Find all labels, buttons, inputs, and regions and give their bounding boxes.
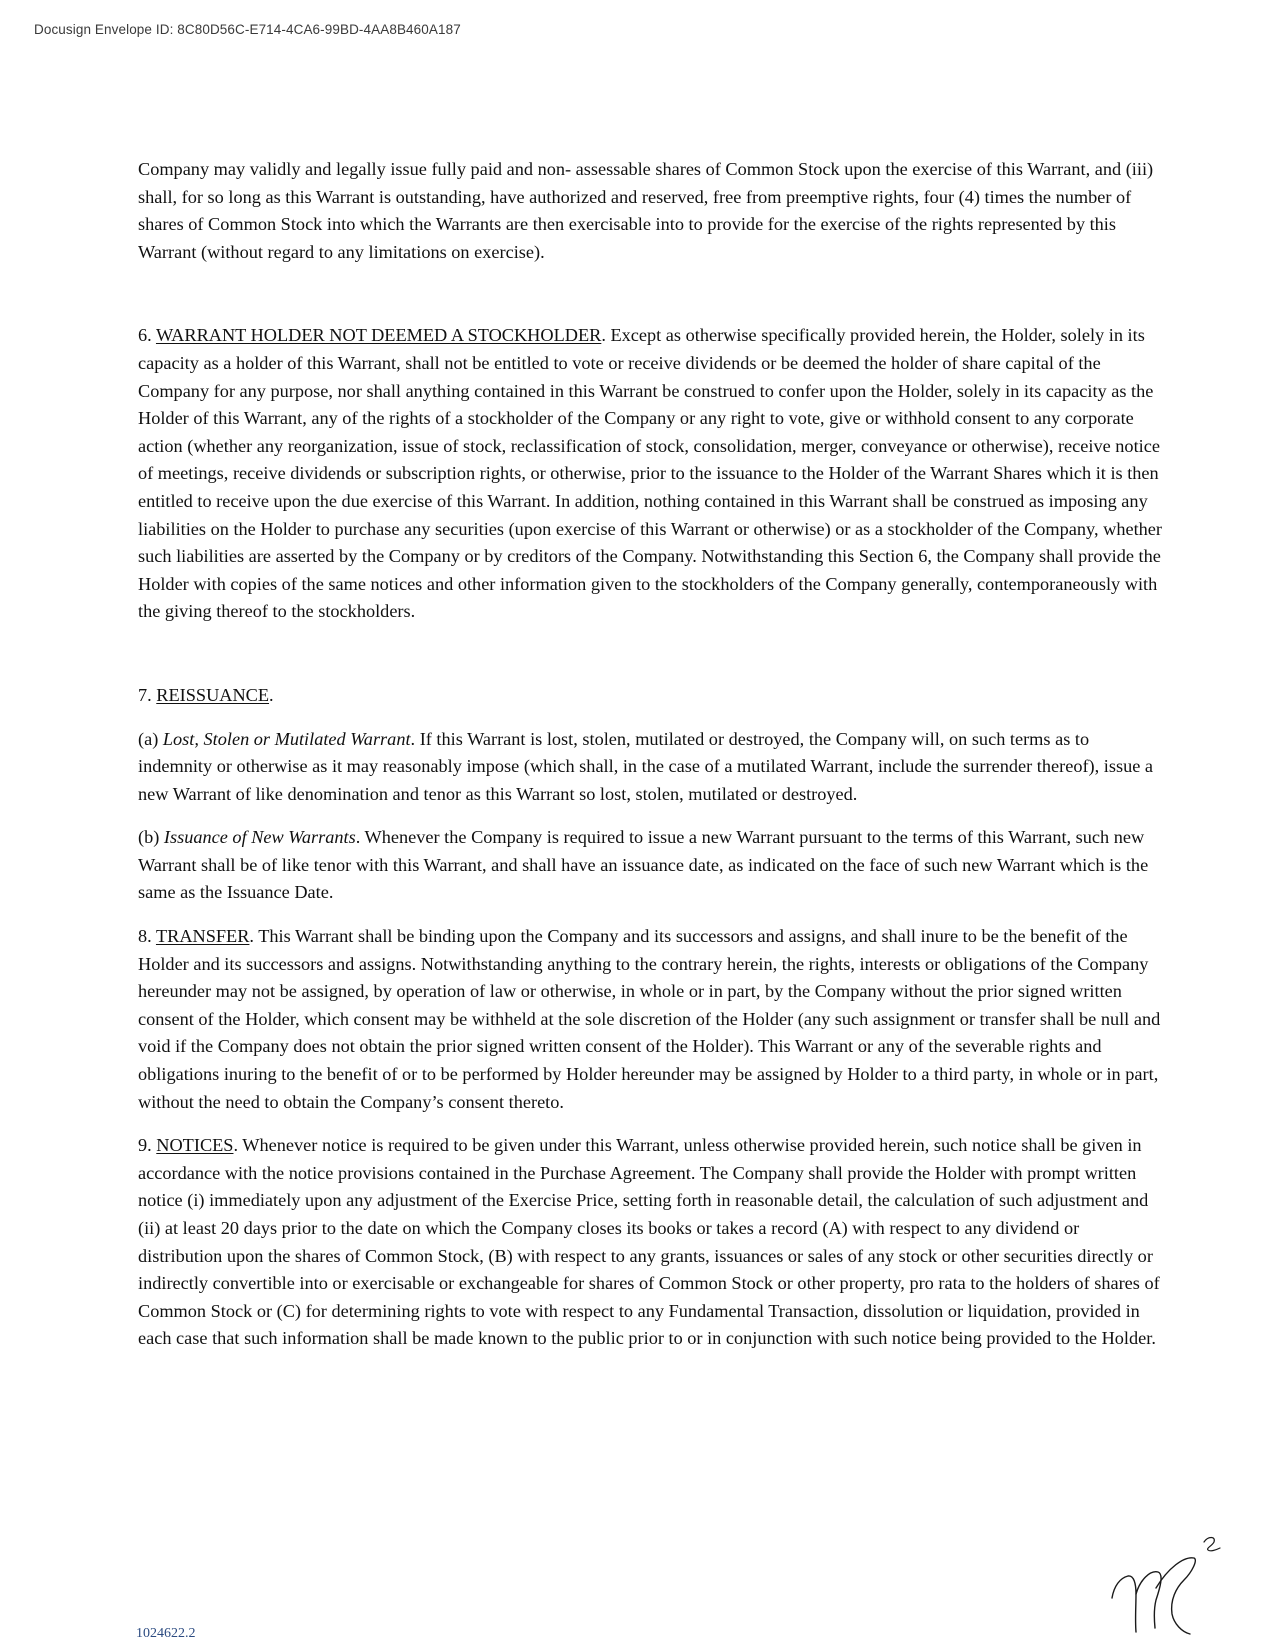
section-7b-number: (b) — [138, 827, 164, 848]
section-9 — [138, 1132, 1162, 1353]
section-7a-title: Lost, Stolen or Mutilated Warrant — [162, 728, 411, 749]
signature-stroke-2 — [1136, 1572, 1161, 1628]
signature-stroke-3 — [1156, 1558, 1195, 1634]
paragraph-continuation: Company may validly and legally issue fully paid and non- assessable shares of Common Stock upon the exercise of this Warrant, and (iii) shall, for so long as this Warrant is outstanding, have authorized and reserved, free from preemptive rights, four (4) times the number of shares of Common Stock into which the Warrants are then exercisable into to provide for the exercise of the rights represented by this Warrant (without regard to any limitations on exercise). — [138, 159, 1154, 262]
section-7b — [138, 824, 1162, 907]
document-number-footer: 1024622.2 — [136, 1626, 196, 1641]
signature-mark — [1204, 1538, 1220, 1551]
signature-stroke-1 — [1112, 1576, 1136, 1632]
section-7a-body: . If this Warrant is lost, stolen, mutilated or destroyed, the Company will, on such terms as to indemnity or otherwise as it may reasonably impose (which shall, in the case of a mutilated Warrant, include the surrender thereof), issue a new Warrant of like denomination and tenor as this Warrant so lost, stolen, mutilated or destroyed. — [138, 728, 1154, 804]
section-8-body: . This Warrant shall be binding upon the Company and its successors and assigns, and shall inure to be the benefit of the Holder and its successors and assigns. Notwithstanding anything to the contrary herein, the rights, interests or obligations of the Company hereunder may not be assigned, by operation of law or otherwise, in whole or in part, by the Company without the prior signed written consent of the Holder, which consent may be withheld at the sole discretion of the Holder (any such assignment or transfer shall be null and void if the Company does not obtain the prior signed written consent of the Holder). This Warrant or any of the severable rights and obligations inuring to the benefit of or to be performed by Holder hereunder may be assigned by Holder to a third party, in whole or in part, without the need to obtain the Company’s consent thereto. — [138, 926, 1161, 1112]
section-6-title: WARRANT HOLDER NOT DEEMED A STOCKHOLDER — [155, 325, 602, 346]
section-8-title: TRANSFER — [155, 926, 250, 947]
document-body — [138, 156, 1162, 1353]
section-7a — [138, 726, 1162, 809]
section-9-title: NOTICES — [156, 1135, 234, 1156]
initials-signature — [1108, 1528, 1228, 1638]
section-7-heading — [138, 682, 1162, 710]
section-7-period: . — [269, 684, 274, 705]
section-9-body: . Whenever notice is required to be given under this Warrant, unless otherwise provided herein, such notice shall be given in accordance with the notice provisions contained in the Purchase Agreement. The Company shall provide the Holder with prompt written notice (i) immediately upon any adjustment of the Exercise Price, setting forth in reasonable detail, the calculation of such adjustment and (ii) at least 20 days prior to the date on which the Company closes its books or takes a record (A) with respect to any dividend or distribution upon the shares of Common Stock, (B) with respect to any grants, issuances or sales of any stock or other securities directly or indirectly convertible into or exercisable or exchangeable for shares of Common Stock or other property, pro rata to the holders of shares of Common Stock or (C) for determining rights to vote with respect to any Fundamental Transaction, dissolution or liquidation, provided in each case that such information shall be made known to the public prior to or in conjunction with such notice being provided to the Holder. — [138, 1135, 1160, 1349]
section-7b-title: Issuance of New Warrants — [163, 827, 356, 848]
section-7b-body: . Whenever the Company is required to issue a new Warrant pursuant to the terms of this Warrant, such new Warrant shall be of like tenor with this Warrant, and shall have an issuance date, as indicated on the face of such new Warrant which is the same as the Issuance Date. — [138, 827, 1149, 903]
section-6-body: . Except as otherwise specifically provided herein, the Holder, solely in its capacity as a holder of this Warrant, shall not be entitled to vote or receive dividends or be deemed the holder of share capital of the Company for any purpose, nor shall anything contained in this Warrant be construed to confer upon the Holder, solely in its capacity as the Holder of this Warrant, any of the rights of a stockholder of the Company or any right to vote, give or withhold consent to any corporate action (whether any reorganization, issue of stock, reclassification of stock, consolidation, merger, conveyance or otherwise), receive notice of meetings, receive dividends or subscription rights, or otherwise, prior to the issuance to the Holder of the Warrant Shares which it is then entitled to receive upon the due exercise of this Warrant. In addition, nothing contained in this Warrant shall be construed as imposing any liabilities on the Holder to purchase any securities (upon exercise of this Warrant or otherwise) or as a stockholder of the Company, whether such liabilities are asserted by the Company or by creditors of the Company. Notwithstanding this Section 6, the Company shall provide the Holder with copies of the same notices and other information given to the stockholders of the Company generally, contemporaneously with the giving thereof to the stockholders. — [138, 325, 1162, 622]
section-7a-number: (a) — [138, 728, 163, 749]
section-6 — [138, 322, 1162, 626]
section-7-number: 7. — [138, 684, 157, 705]
section-8-number: 8. — [138, 926, 156, 947]
section-6-number: 6. — [138, 325, 156, 346]
section-9-number: 9. — [138, 1135, 157, 1156]
section-8 — [138, 923, 1162, 1116]
section-7-title: REISSUANCE — [156, 684, 270, 705]
envelope-id-header: Docusign Envelope ID: 8C80D56C-E714-4CA6-99BD-4AA8B460A187 — [34, 22, 461, 37]
